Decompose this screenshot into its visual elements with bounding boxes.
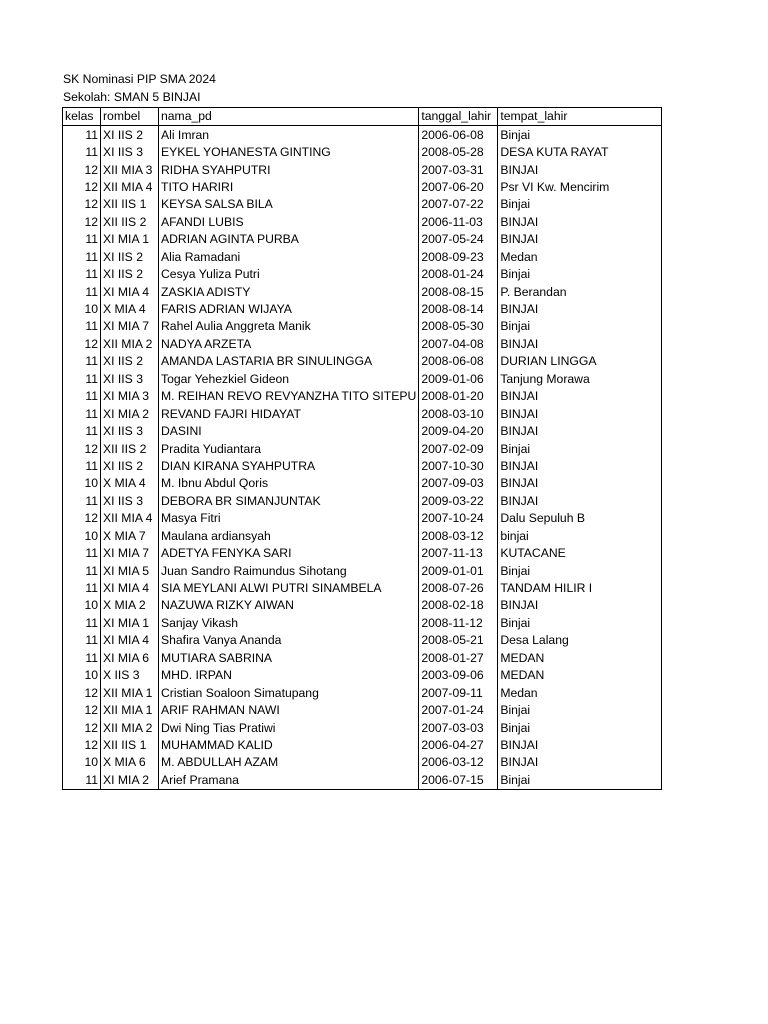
table-row — [63, 318, 662, 335]
cell-rombel: XII IIS 2 — [101, 440, 159, 457]
cell-rombel: XI IIS 3 — [101, 423, 159, 440]
cell-rombel: XI IIS 2 — [101, 126, 159, 144]
cell-tempat-lahir: BINJAI — [498, 301, 662, 318]
cell-tempat-lahir: Desa Lalang — [498, 632, 662, 649]
cell-tanggal-lahir: 2007-09-03 — [419, 475, 498, 492]
cell-rombel: XI MIA 7 — [101, 318, 159, 335]
cell-rombel: XII MIA 3 — [101, 161, 159, 178]
cell-rombel: X MIA 7 — [101, 528, 159, 545]
cell-tempat-lahir: BINJAI — [498, 231, 662, 248]
table-row — [63, 493, 662, 510]
cell-tempat-lahir: BINJAI — [498, 214, 662, 231]
cell-tanggal-lahir: 2008-01-24 — [419, 266, 498, 283]
cell-nama-pd: FARIS ADRIAN WIJAYA — [159, 301, 419, 318]
table-body — [63, 126, 662, 790]
cell-tempat-lahir: Binjai — [498, 126, 662, 144]
cell-tanggal-lahir: 2007-01-24 — [419, 702, 498, 719]
cell-rombel: XI MIA 7 — [101, 545, 159, 562]
cell-tanggal-lahir: 2008-08-15 — [419, 283, 498, 300]
cell-kelas: 11 — [63, 650, 101, 667]
cell-kelas: 12 — [63, 196, 101, 213]
cell-nama-pd: Sanjay Vikash — [159, 615, 419, 632]
cell-rombel: XII IIS 2 — [101, 214, 159, 231]
table-row — [63, 510, 662, 527]
cell-tanggal-lahir: 2007-03-31 — [419, 161, 498, 178]
table-row — [63, 719, 662, 736]
cell-tanggal-lahir: 2006-06-08 — [419, 126, 498, 144]
cell-tanggal-lahir: 2003-09-06 — [419, 667, 498, 684]
cell-nama-pd: Arief Pramana — [159, 772, 419, 790]
cell-kelas: 11 — [63, 545, 101, 562]
table-row — [63, 737, 662, 754]
cell-nama-pd: Dwi Ning Tias Pratiwi — [159, 719, 419, 736]
cell-kelas: 10 — [63, 301, 101, 318]
document-title: SK Nominasi PIP SMA 2024 — [63, 72, 216, 86]
header-tempat-lahir: tempat_lahir — [498, 108, 662, 126]
cell-tanggal-lahir: 2007-05-24 — [419, 231, 498, 248]
cell-nama-pd: KEYSA SALSA BILA — [159, 196, 419, 213]
cell-nama-pd: ADETYA FENYKA SARI — [159, 545, 419, 562]
header-nama-pd: nama_pd — [159, 108, 419, 126]
table-row — [63, 667, 662, 684]
cell-rombel: X MIA 2 — [101, 597, 159, 614]
cell-rombel: XI MIA 1 — [101, 615, 159, 632]
cell-kelas: 12 — [63, 684, 101, 701]
cell-rombel: XI MIA 2 — [101, 772, 159, 790]
cell-tempat-lahir: BINJAI — [498, 336, 662, 353]
cell-kelas: 11 — [63, 266, 101, 283]
cell-nama-pd: AFANDI LUBIS — [159, 214, 419, 231]
cell-nama-pd: RIDHA SYAHPUTRI — [159, 161, 419, 178]
cell-kelas: 12 — [63, 179, 101, 196]
cell-tanggal-lahir: 2008-06-08 — [419, 353, 498, 370]
table-row — [63, 388, 662, 405]
cell-kelas: 11 — [63, 318, 101, 335]
cell-tanggal-lahir: 2009-01-06 — [419, 371, 498, 388]
cell-kelas: 11 — [63, 231, 101, 248]
cell-kelas: 11 — [63, 371, 101, 388]
cell-tanggal-lahir: 2009-03-22 — [419, 493, 498, 510]
table-row — [63, 405, 662, 422]
cell-tempat-lahir: Medan — [498, 684, 662, 701]
cell-rombel: X MIA 4 — [101, 475, 159, 492]
cell-nama-pd: Ali Imran — [159, 126, 419, 144]
cell-tempat-lahir: BINJAI — [498, 423, 662, 440]
table-row — [63, 475, 662, 492]
cell-kelas: 11 — [63, 353, 101, 370]
table-row — [63, 196, 662, 213]
cell-tempat-lahir: P. Berandan — [498, 283, 662, 300]
cell-tanggal-lahir: 2009-04-20 — [419, 423, 498, 440]
table-row — [63, 545, 662, 562]
cell-tempat-lahir: BINJAI — [498, 405, 662, 422]
cell-tempat-lahir: Binjai — [498, 702, 662, 719]
cell-kelas: 11 — [63, 249, 101, 266]
table-row — [63, 336, 662, 353]
cell-kelas: 11 — [63, 388, 101, 405]
cell-nama-pd: EYKEL YOHANESTA GINTING — [159, 144, 419, 161]
table-row — [63, 266, 662, 283]
cell-nama-pd: MHD. IRPAN — [159, 667, 419, 684]
table-row — [63, 702, 662, 719]
table-row — [63, 231, 662, 248]
cell-tempat-lahir: Binjai — [498, 615, 662, 632]
cell-kelas: 11 — [63, 283, 101, 300]
cell-nama-pd: Alia Ramadani — [159, 249, 419, 266]
table-row — [63, 580, 662, 597]
cell-kelas: 10 — [63, 754, 101, 771]
cell-kelas: 12 — [63, 214, 101, 231]
school-name: Sekolah: SMAN 5 BINJAI — [63, 90, 201, 104]
cell-kelas: 11 — [63, 632, 101, 649]
cell-kelas: 12 — [63, 702, 101, 719]
cell-rombel: XII MIA 4 — [101, 179, 159, 196]
cell-kelas: 12 — [63, 510, 101, 527]
cell-kelas: 10 — [63, 528, 101, 545]
cell-tempat-lahir: Binjai — [498, 562, 662, 579]
cell-kelas: 10 — [63, 475, 101, 492]
cell-nama-pd: Rahel Aulia Anggreta Manik — [159, 318, 419, 335]
cell-rombel: XI IIS 2 — [101, 353, 159, 370]
cell-nama-pd: Cristian Soaloon Simatupang — [159, 684, 419, 701]
cell-tanggal-lahir: 2007-03-03 — [419, 719, 498, 736]
cell-kelas: 11 — [63, 772, 101, 790]
cell-tanggal-lahir: 2008-05-28 — [419, 144, 498, 161]
cell-tempat-lahir: Binjai — [498, 318, 662, 335]
cell-tempat-lahir: Binjai — [498, 440, 662, 457]
cell-tanggal-lahir: 2008-09-23 — [419, 249, 498, 266]
table-row — [63, 615, 662, 632]
cell-kelas: 11 — [63, 144, 101, 161]
cell-tanggal-lahir: 2007-10-30 — [419, 458, 498, 475]
cell-kelas: 12 — [63, 336, 101, 353]
cell-tanggal-lahir: 2006-07-15 — [419, 772, 498, 790]
table-row — [63, 214, 662, 231]
cell-tanggal-lahir: 2008-02-18 — [419, 597, 498, 614]
table-row — [63, 353, 662, 370]
cell-tempat-lahir: Binjai — [498, 772, 662, 790]
cell-tempat-lahir: DURIAN LINGGA — [498, 353, 662, 370]
table-header-row — [63, 108, 662, 126]
cell-nama-pd: M. REIHAN REVO REVYANZHA TITO SITEPU — [159, 388, 419, 405]
cell-tanggal-lahir: 2008-08-14 — [419, 301, 498, 318]
cell-tempat-lahir: BINJAI — [498, 161, 662, 178]
cell-kelas: 11 — [63, 562, 101, 579]
cell-tanggal-lahir: 2008-03-12 — [419, 528, 498, 545]
cell-nama-pd: Shafira Vanya Ananda — [159, 632, 419, 649]
cell-nama-pd: MUHAMMAD KALID — [159, 737, 419, 754]
cell-tempat-lahir: DESA KUTA RAYAT — [498, 144, 662, 161]
cell-kelas: 11 — [63, 458, 101, 475]
table-row — [63, 754, 662, 771]
cell-rombel: XII MIA 2 — [101, 336, 159, 353]
table-row — [63, 597, 662, 614]
cell-nama-pd: Pradita Yudiantara — [159, 440, 419, 457]
cell-kelas: 11 — [63, 580, 101, 597]
cell-tanggal-lahir: 2006-03-12 — [419, 754, 498, 771]
cell-tanggal-lahir: 2006-11-03 — [419, 214, 498, 231]
student-table — [62, 107, 662, 790]
cell-tanggal-lahir: 2007-10-24 — [419, 510, 498, 527]
cell-nama-pd: NADYA ARZETA — [159, 336, 419, 353]
table-row — [63, 562, 662, 579]
cell-tempat-lahir: Tanjung Morawa — [498, 371, 662, 388]
cell-tanggal-lahir: 2007-06-20 — [419, 179, 498, 196]
cell-rombel: XI MIA 5 — [101, 562, 159, 579]
cell-rombel: X MIA 6 — [101, 754, 159, 771]
table-row — [63, 161, 662, 178]
cell-rombel: XI MIA 6 — [101, 650, 159, 667]
cell-rombel: XI IIS 2 — [101, 266, 159, 283]
cell-kelas: 11 — [63, 493, 101, 510]
table-row — [63, 440, 662, 457]
cell-kelas: 11 — [63, 405, 101, 422]
cell-tanggal-lahir: 2007-11-13 — [419, 545, 498, 562]
table-row — [63, 301, 662, 318]
cell-tanggal-lahir: 2008-07-26 — [419, 580, 498, 597]
table-row — [63, 249, 662, 266]
cell-rombel: XI MIA 2 — [101, 405, 159, 422]
cell-rombel: XI MIA 4 — [101, 580, 159, 597]
cell-rombel: XII MIA 2 — [101, 719, 159, 736]
cell-tempat-lahir: binjai — [498, 528, 662, 545]
cell-tempat-lahir: Binjai — [498, 196, 662, 213]
cell-rombel: XII IIS 1 — [101, 196, 159, 213]
cell-nama-pd: M. ABDULLAH AZAM — [159, 754, 419, 771]
cell-nama-pd: Cesya Yuliza Putri — [159, 266, 419, 283]
cell-tempat-lahir: BINJAI — [498, 737, 662, 754]
cell-rombel: XI MIA 4 — [101, 283, 159, 300]
cell-kelas: 12 — [63, 719, 101, 736]
cell-tanggal-lahir: 2008-05-21 — [419, 632, 498, 649]
cell-nama-pd: ADRIAN AGINTA PURBA — [159, 231, 419, 248]
table-row — [63, 650, 662, 667]
cell-rombel: XI IIS 3 — [101, 493, 159, 510]
cell-nama-pd: REVAND FAJRI HIDAYAT — [159, 405, 419, 422]
cell-tempat-lahir: Binjai — [498, 266, 662, 283]
cell-tempat-lahir: MEDAN — [498, 650, 662, 667]
cell-rombel: XI IIS 3 — [101, 144, 159, 161]
cell-rombel: X MIA 4 — [101, 301, 159, 318]
cell-tempat-lahir: BINJAI — [498, 475, 662, 492]
cell-tempat-lahir: BINJAI — [498, 493, 662, 510]
cell-kelas: 12 — [63, 440, 101, 457]
cell-tanggal-lahir: 2006-04-27 — [419, 737, 498, 754]
table-row — [63, 126, 662, 144]
header-tanggal-lahir: tanggal_lahir — [419, 108, 498, 126]
cell-tanggal-lahir: 2009-01-01 — [419, 562, 498, 579]
cell-rombel: XI MIA 3 — [101, 388, 159, 405]
document-header — [63, 70, 216, 106]
cell-rombel: XII MIA 4 — [101, 510, 159, 527]
cell-tempat-lahir: BINJAI — [498, 388, 662, 405]
cell-nama-pd: ZASKIA ADISTY — [159, 283, 419, 300]
cell-nama-pd: SIA MEYLANI ALWI PUTRI SINAMBELA — [159, 580, 419, 597]
cell-kelas: 11 — [63, 423, 101, 440]
cell-nama-pd: DIAN KIRANA SYAHPUTRA — [159, 458, 419, 475]
cell-rombel: XI IIS 3 — [101, 371, 159, 388]
cell-nama-pd: M. Ibnu Abdul Qoris — [159, 475, 419, 492]
cell-kelas: 11 — [63, 126, 101, 144]
table-row — [63, 423, 662, 440]
cell-rombel: XI MIA 1 — [101, 231, 159, 248]
cell-nama-pd: ARIF RAHMAN NAWI — [159, 702, 419, 719]
cell-tempat-lahir: Binjai — [498, 719, 662, 736]
cell-nama-pd: Maulana ardiansyah — [159, 528, 419, 545]
cell-tempat-lahir: KUTACANE — [498, 545, 662, 562]
cell-rombel: XI MIA 4 — [101, 632, 159, 649]
cell-nama-pd: Masya Fitri — [159, 510, 419, 527]
cell-tempat-lahir: Medan — [498, 249, 662, 266]
cell-kelas: 11 — [63, 615, 101, 632]
cell-tempat-lahir: Psr VI Kw. Mencirim — [498, 179, 662, 196]
cell-tempat-lahir: BINJAI — [498, 458, 662, 475]
cell-nama-pd: AMANDA LASTARIA BR SINULINGGA — [159, 353, 419, 370]
cell-nama-pd: TITO HARIRI — [159, 179, 419, 196]
cell-nama-pd: DASINI — [159, 423, 419, 440]
cell-tanggal-lahir: 2008-01-20 — [419, 388, 498, 405]
table-row — [63, 684, 662, 701]
cell-tanggal-lahir: 2007-09-11 — [419, 684, 498, 701]
table-row — [63, 772, 662, 790]
cell-nama-pd: DEBORA BR SIMANJUNTAK — [159, 493, 419, 510]
cell-tanggal-lahir: 2008-01-27 — [419, 650, 498, 667]
header-kelas: kelas — [63, 108, 101, 126]
header-rombel: rombel — [101, 108, 159, 126]
cell-nama-pd: MUTIARA SABRINA — [159, 650, 419, 667]
cell-tanggal-lahir: 2007-04-08 — [419, 336, 498, 353]
cell-tanggal-lahir: 2008-03-10 — [419, 405, 498, 422]
table-row — [63, 371, 662, 388]
cell-tanggal-lahir: 2007-02-09 — [419, 440, 498, 457]
table-row — [63, 179, 662, 196]
cell-rombel: XI IIS 2 — [101, 249, 159, 266]
cell-rombel: XII MIA 1 — [101, 684, 159, 701]
cell-tanggal-lahir: 2008-11-12 — [419, 615, 498, 632]
cell-kelas: 12 — [63, 737, 101, 754]
table-row — [63, 283, 662, 300]
cell-tempat-lahir: TANDAM HILIR I — [498, 580, 662, 597]
cell-rombel: XII MIA 1 — [101, 702, 159, 719]
cell-tempat-lahir: BINJAI — [498, 754, 662, 771]
cell-kelas: 10 — [63, 667, 101, 684]
cell-rombel: XII IIS 1 — [101, 737, 159, 754]
table-row — [63, 528, 662, 545]
table-row — [63, 144, 662, 161]
cell-kelas: 12 — [63, 161, 101, 178]
cell-tempat-lahir: Dalu Sepuluh B — [498, 510, 662, 527]
cell-tanggal-lahir: 2008-05-30 — [419, 318, 498, 335]
cell-tempat-lahir: MEDAN — [498, 667, 662, 684]
cell-nama-pd: Juan Sandro Raimundus Sihotang — [159, 562, 419, 579]
cell-nama-pd: NAZUWA RIZKY AIWAN — [159, 597, 419, 614]
cell-rombel: X IIS 3 — [101, 667, 159, 684]
cell-tempat-lahir: BINJAI — [498, 597, 662, 614]
cell-rombel: XI IIS 2 — [101, 458, 159, 475]
table-row — [63, 632, 662, 649]
cell-tanggal-lahir: 2007-07-22 — [419, 196, 498, 213]
cell-kelas: 10 — [63, 597, 101, 614]
cell-nama-pd: Togar Yehezkiel Gideon — [159, 371, 419, 388]
table-row — [63, 458, 662, 475]
